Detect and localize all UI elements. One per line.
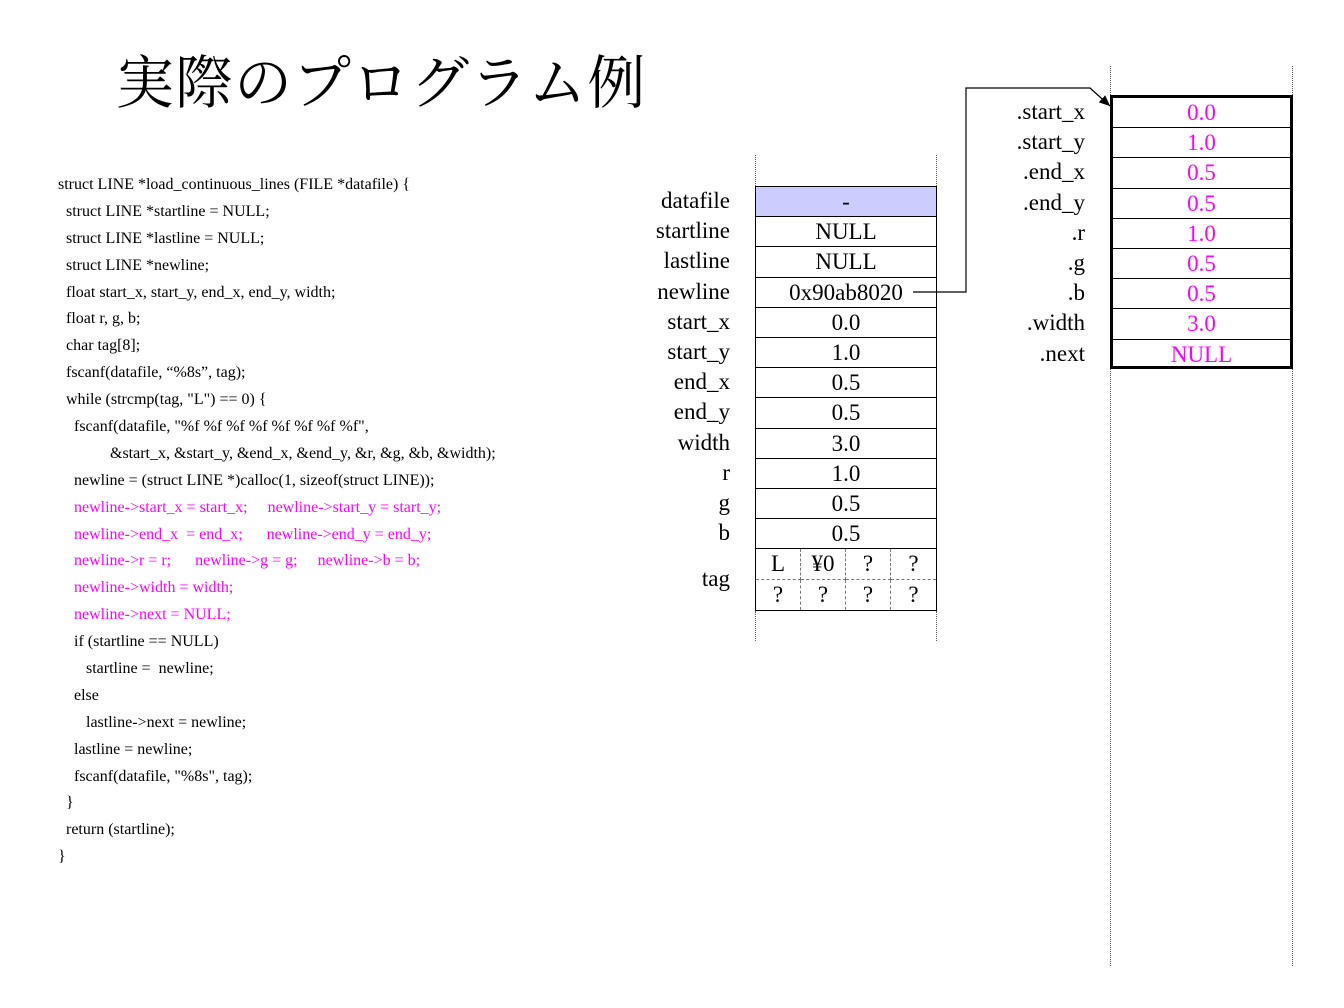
code-line: struct LINE *newline; bbox=[58, 256, 210, 274]
code-line: while (strcmp(tag, "L") == 0) { bbox=[58, 391, 267, 409]
stack-label-width: width bbox=[677, 429, 730, 455]
stack-value-r: 1.0 bbox=[756, 459, 936, 489]
code-line: char tag[8]; bbox=[58, 337, 141, 355]
stack-label-g: g bbox=[718, 490, 730, 515]
stack-value-end_x: 0.5 bbox=[756, 368, 936, 398]
code-line: newline->start_x = start_x; newline->start_y = start_y; bbox=[58, 498, 442, 516]
code-line: float start_x, start_y, end_x, end_y, width; bbox=[58, 283, 336, 301]
heap-label-r: .r bbox=[1071, 219, 1085, 245]
code-line: &start_x, &start_y, &end_x, &end_y, &r, &g, &b, &width); bbox=[58, 444, 496, 462]
heap-value-start_x: 0.0 bbox=[1113, 98, 1290, 128]
page-title: 実際のプログラム例 bbox=[116, 49, 647, 117]
code-line: return (startline); bbox=[58, 821, 175, 839]
stack-value-end_y: 0.5 bbox=[756, 398, 936, 428]
stack-label-end_x: end_x bbox=[673, 369, 730, 395]
stack-value-g: 0.5 bbox=[756, 489, 936, 519]
code-line: struct LINE *load_continuous_lines (FILE *datafile) { bbox=[58, 176, 411, 193]
stack-label-newline: newline bbox=[657, 278, 730, 304]
tag-char: ? bbox=[846, 549, 891, 579]
tag-char: L bbox=[756, 549, 801, 579]
stack-value-start_x: 0.0 bbox=[756, 308, 936, 338]
code-line: newline->r = r; newline->g = g; newline->b = b; bbox=[58, 552, 421, 570]
stack-label-start_y: start_y bbox=[667, 339, 730, 364]
stack-label-start_x: start_x bbox=[667, 308, 730, 334]
stack-value-width: 3.0 bbox=[756, 429, 936, 459]
code-line: newline->next = NULL; bbox=[58, 606, 231, 624]
stack-label-startline: startline bbox=[655, 218, 730, 244]
code-line: } bbox=[58, 794, 74, 812]
stack-label-datafile: datafile bbox=[661, 188, 730, 213]
code-line: struct LINE *lastline = NULL; bbox=[58, 229, 265, 247]
heap-label-next: .next bbox=[1039, 340, 1085, 366]
tag-char: ? bbox=[846, 580, 891, 610]
code-line: else bbox=[58, 686, 99, 704]
code-line: fscanf(datafile, “%8s”, tag); bbox=[58, 364, 246, 382]
stack-value-b: 0.5 bbox=[756, 519, 936, 549]
stack-label-tag: tag bbox=[701, 565, 730, 591]
code-line: newline->end_x = end_x; newline->end_y = end_y; bbox=[58, 525, 432, 543]
code-line: newline = (struct LINE *)calloc(1, sizeof(struct LINE)); bbox=[58, 471, 435, 489]
heap-value-start_y: 1.0 bbox=[1113, 128, 1290, 158]
code-line: lastline->next = newline; bbox=[58, 713, 247, 731]
code-line: if (startline == NULL) bbox=[58, 633, 219, 651]
stack-value-newline: 0x90ab8020 bbox=[756, 278, 936, 308]
heap-label-start_x: .start_x bbox=[1016, 99, 1085, 124]
tag-char: ? bbox=[891, 549, 936, 579]
stack-value-lastline: NULL bbox=[756, 247, 936, 277]
heap-value-b: 0.5 bbox=[1113, 279, 1290, 309]
heap-label-end_x: .end_x bbox=[1023, 159, 1085, 185]
stack-value-startline: NULL bbox=[756, 217, 936, 247]
code-line: struct LINE *startline = NULL; bbox=[58, 202, 270, 220]
tag-char: ? bbox=[908, 581, 919, 607]
heap-value-end_x: 0.5 bbox=[1113, 158, 1290, 188]
heap-label-start_y: .start_y bbox=[1016, 129, 1085, 155]
tag-char: ¥0 bbox=[801, 549, 846, 579]
stack-label-lastline: lastline bbox=[663, 248, 730, 274]
stack-label-end_y: end_y bbox=[673, 399, 730, 425]
code-line: } bbox=[58, 848, 66, 866]
code-line: lastline = newline; bbox=[58, 740, 193, 758]
heap-value-g: 0.5 bbox=[1113, 249, 1290, 279]
heap-label-b: .b bbox=[1067, 280, 1085, 306]
heap-value-end_y: 0.5 bbox=[1113, 189, 1290, 219]
code-line: float r, g, b; bbox=[58, 310, 141, 328]
stack-value-datafile: - bbox=[756, 187, 936, 217]
stack-value-start_y: 1.0 bbox=[756, 338, 936, 368]
code-line: fscanf(datafile, "%8s", tag); bbox=[58, 767, 253, 785]
heap-value-next: NULL bbox=[1170, 341, 1233, 367]
heap-value-r: 1.0 bbox=[1113, 219, 1290, 249]
heap-label-width: .width bbox=[1026, 310, 1085, 336]
code-line: newline->width = width; bbox=[58, 579, 234, 597]
stack-label-r: r bbox=[722, 459, 730, 485]
heap-label-g: .g bbox=[1067, 250, 1085, 275]
stack-label-b: b bbox=[718, 520, 730, 546]
code-line: startline = newline; bbox=[58, 660, 214, 678]
tag-char: ? bbox=[756, 580, 801, 610]
tag-char: ? bbox=[801, 580, 846, 610]
code-line: fscanf(datafile, "%f %f %f %f %f %f %f %f", bbox=[58, 418, 369, 436]
heap-value-width: 3.0 bbox=[1113, 309, 1290, 339]
heap-label-end_y: .end_y bbox=[1023, 189, 1085, 215]
